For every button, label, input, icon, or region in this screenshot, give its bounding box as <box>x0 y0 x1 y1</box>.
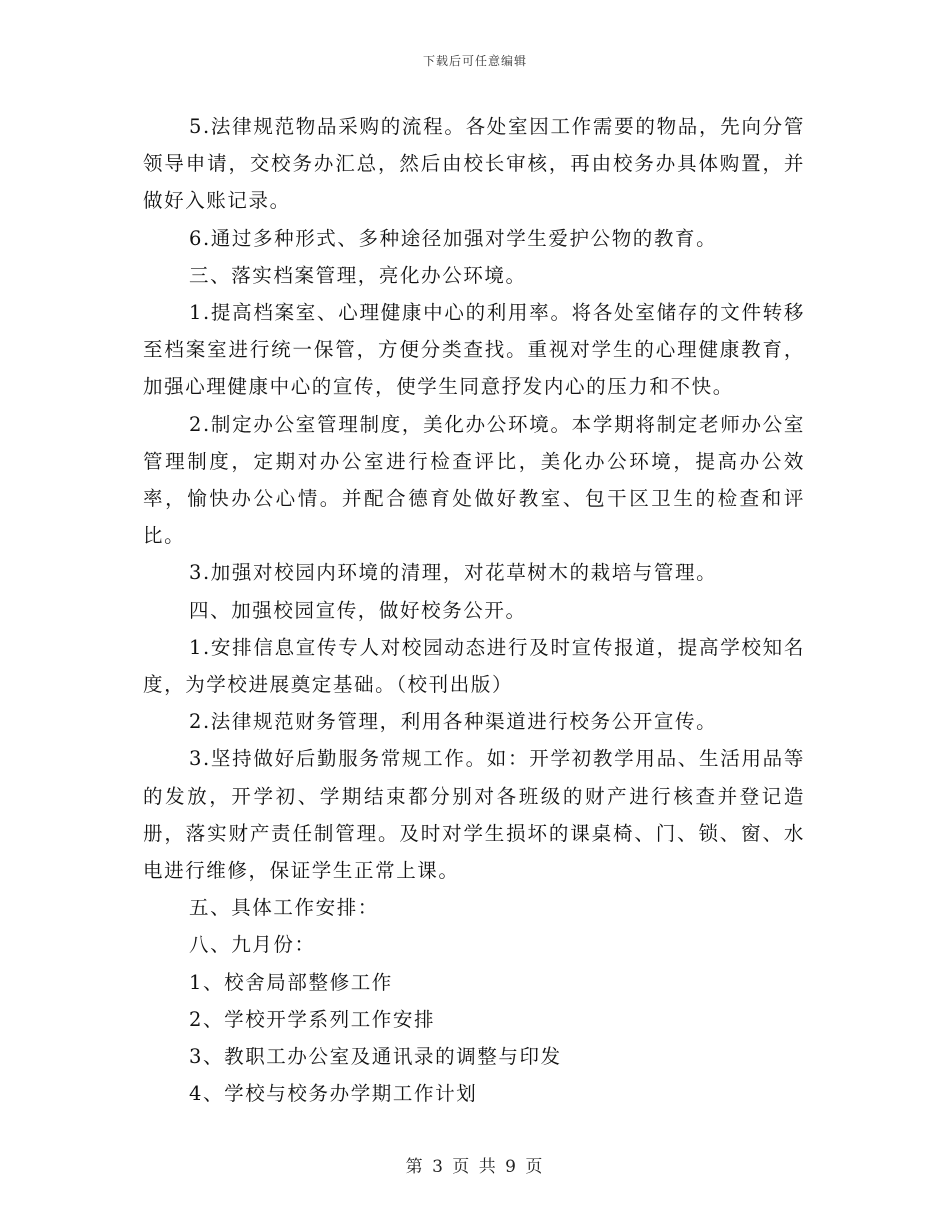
schedule-month-heading: 八、九月份： <box>189 933 316 957</box>
schedule-item-3: 3、教职工办公室及通讯录的调整与印发 <box>189 1045 562 1069</box>
schedule-item-4: 4、学校与校务办学期工作计划 <box>189 1082 478 1106</box>
page-header-note: 下载后可任意编辑 <box>422 54 527 68</box>
paragraph-public-property-education: 6.通过多种形式、多种途径加强对学生爱护公物的教育。 <box>189 226 718 250</box>
paragraph-logistics-service: 3.坚持做好后勤服务常规工作。如：开学初教学用品、生活用品等的发放，开学初、学期结束都分别对各班级的财产进行核查并登记造册，落实财产责任制管理。及时对学生损坏的课桌椅、门、锁、窗、水电进行维修，保证学生正常上课。 <box>143 747 805 883</box>
paragraph-campus-environment: 3.加强对校园内环境的清理，对花草树木的栽培与管理。 <box>189 561 718 585</box>
paragraph-office-management: 2.制定办公室管理制度，美化办公环境。本学期将制定老师办公室管理制度，定期对办公室进行检查评比，美化办公环境，提高办公效率，愉快办公心情。并配合德育处做好教室、包干区卫生的检查和评比。 <box>143 412 805 548</box>
section-heading-campus-publicity: 四、加强校园宣传，做好校务公开。 <box>189 598 527 622</box>
page-number-footer: 第 3 页 共 9 页 <box>405 1157 545 1177</box>
paragraph-archive-utilization: 1.提高档案室、心理健康中心的利用率。将各处室储存的文件转移至档案室进行统一保管，方便分类查找。重视对学生的心理健康教育，加强心理健康中心的宣传，使学生同意抒发内心的压力和不快。 <box>143 301 805 399</box>
paragraph-procurement-process: 5.法律规范物品采购的流程。各处室因工作需要的物品，先向分管领导申请，交校务办汇总，然后由校长审核，再由校务办具体购置，并做好入账记录。 <box>143 115 805 213</box>
paragraph-publicity-staff: 1.安排信息宣传专人对校园动态进行及时宣传报道，提高学校知名度，为学校进展奠定基础。（校刊出版） <box>143 635 805 697</box>
paragraph-financial-management: 2.法律规范财务管理，利用各种渠道进行校务公开宣传。 <box>189 710 718 734</box>
schedule-item-2: 2、学校开学系列工作安排 <box>189 1007 436 1031</box>
schedule-item-1: 1、校舍局部整修工作 <box>189 970 393 994</box>
document-body <box>143 108 805 1112</box>
section-heading-archive-management: 三、落实档案管理，亮化办公环境。 <box>189 263 527 287</box>
section-heading-work-schedule: 五、具体工作安排： <box>189 896 379 920</box>
